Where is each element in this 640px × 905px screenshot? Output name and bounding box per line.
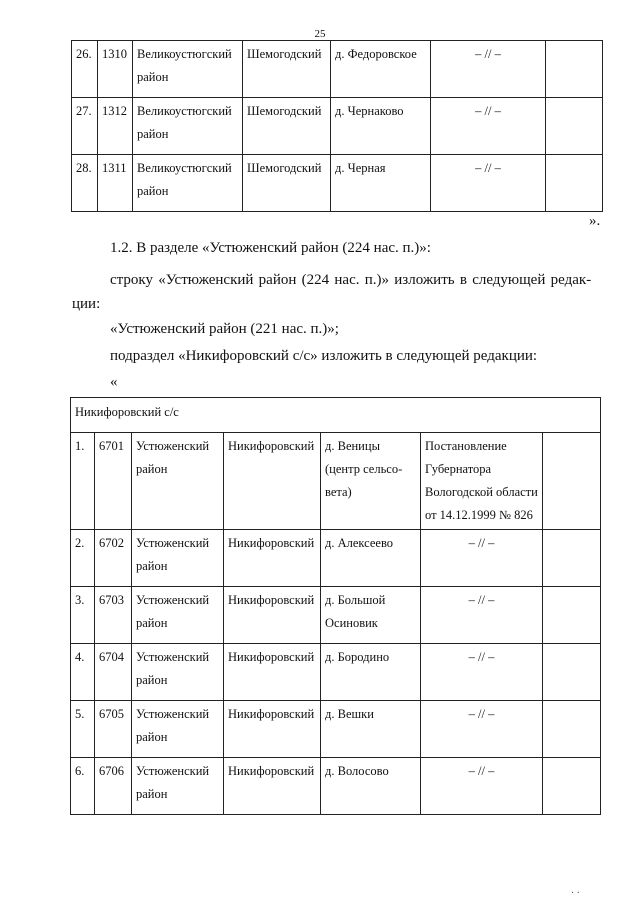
council-name: Шемогодский bbox=[243, 41, 331, 98]
row-number: 5. bbox=[71, 701, 95, 758]
table-row bbox=[71, 644, 601, 701]
settlement-name: д. Алексеево bbox=[321, 530, 421, 587]
empty-cell bbox=[543, 433, 601, 530]
table-row bbox=[71, 530, 601, 587]
empty-cell bbox=[543, 701, 601, 758]
district-name: Устюженский район bbox=[132, 701, 224, 758]
empty-cell bbox=[546, 155, 603, 212]
settlement-code: 6703 bbox=[95, 587, 132, 644]
row-number: 4. bbox=[71, 644, 95, 701]
basis-document: – // – bbox=[421, 701, 543, 758]
settlement-name: д. Большой Осиновик bbox=[321, 587, 421, 644]
paragraph-line-change-cont: ции: bbox=[72, 296, 101, 312]
settlement-name: д. Федоровское bbox=[331, 41, 431, 98]
council-name: Никифоровский bbox=[224, 587, 321, 644]
basis-document: – // – bbox=[421, 530, 543, 587]
district-name: Устюженский район bbox=[132, 530, 224, 587]
settlement-name: д. Черная bbox=[331, 155, 431, 212]
basis-document: – // – bbox=[431, 41, 546, 98]
basis-document: Постановление Губернатора Вологодской области от 14.12.1999 № 826 bbox=[421, 433, 543, 530]
settlement-code: 1311 bbox=[98, 155, 133, 212]
basis-document: – // – bbox=[421, 758, 543, 815]
district-name: Великоустюгский район bbox=[133, 41, 243, 98]
council-name: Никифоровский bbox=[224, 701, 321, 758]
basis-document: – // – bbox=[431, 155, 546, 212]
empty-cell bbox=[546, 41, 603, 98]
settlement-name: д. Веницы (центр сельсо-вета) bbox=[321, 433, 421, 530]
row-number: 28. bbox=[72, 155, 98, 212]
row-number: 2. bbox=[71, 530, 95, 587]
table-row bbox=[71, 701, 601, 758]
district-name: Устюженский район bbox=[132, 758, 224, 815]
empty-cell bbox=[543, 587, 601, 644]
empty-cell bbox=[543, 758, 601, 815]
settlement-name: д. Вешки bbox=[321, 701, 421, 758]
settlement-code: 6706 bbox=[95, 758, 132, 815]
paragraph-new-heading: «Устюженский район (221 нас. п.)»; bbox=[110, 321, 339, 337]
opening-quote: « bbox=[110, 374, 118, 390]
district-name: Устюженский район bbox=[132, 433, 224, 530]
page-number: 25 bbox=[314, 28, 326, 40]
district-name: Устюженский район bbox=[132, 644, 224, 701]
empty-cell bbox=[543, 530, 601, 587]
section-header-row bbox=[71, 398, 601, 433]
settlements-table-bottom bbox=[70, 397, 601, 815]
district-name: Великоустюгский район bbox=[133, 98, 243, 155]
settlements-table-top bbox=[71, 40, 603, 212]
council-name: Шемогодский bbox=[243, 98, 331, 155]
basis-document: – // – bbox=[421, 587, 543, 644]
paragraph-section-change: 1.2. В разделе «Устюженский район (224 нас. п.)»: bbox=[110, 240, 431, 256]
council-name: Никифоровский bbox=[224, 758, 321, 815]
empty-cell bbox=[546, 98, 603, 155]
table-row bbox=[71, 433, 601, 530]
council-name: Никифоровский bbox=[224, 433, 321, 530]
council-name: Шемогодский bbox=[243, 155, 331, 212]
row-number: 1. bbox=[71, 433, 95, 530]
table-row bbox=[72, 155, 603, 212]
settlement-code: 6701 bbox=[95, 433, 132, 530]
empty-cell bbox=[543, 644, 601, 701]
settlement-name: д. Волосово bbox=[321, 758, 421, 815]
paragraph-subsection-change: подраздел «Никифоровский с/с» изложить в следующей редакции: bbox=[110, 348, 538, 364]
basis-document: – // – bbox=[431, 98, 546, 155]
table-row bbox=[72, 98, 603, 155]
table-row bbox=[71, 587, 601, 644]
table-row bbox=[71, 758, 601, 815]
settlement-code: 6705 bbox=[95, 701, 132, 758]
settlement-code: 6704 bbox=[95, 644, 132, 701]
basis-document: – // – bbox=[421, 644, 543, 701]
row-number: 27. bbox=[72, 98, 98, 155]
table-row bbox=[72, 41, 603, 98]
paragraph-line-change: строку «Устюженский район (224 нас. п.)» изложить в следующей редак- bbox=[110, 272, 592, 288]
section-title: Никифоровский с/с bbox=[71, 398, 601, 433]
row-number: 3. bbox=[71, 587, 95, 644]
settlement-name: д. Чернаково bbox=[331, 98, 431, 155]
row-number: 6. bbox=[71, 758, 95, 815]
district-name: Устюженский район bbox=[132, 587, 224, 644]
council-name: Никифоровский bbox=[224, 644, 321, 701]
settlement-code: 1310 bbox=[98, 41, 133, 98]
scan-mark: · · bbox=[570, 888, 580, 899]
district-name: Великоустюгский район bbox=[133, 155, 243, 212]
closing-quote: ». bbox=[589, 213, 601, 229]
settlement-code: 1312 bbox=[98, 98, 133, 155]
council-name: Никифоровский bbox=[224, 530, 321, 587]
settlement-code: 6702 bbox=[95, 530, 132, 587]
settlement-name: д. Бородино bbox=[321, 644, 421, 701]
row-number: 26. bbox=[72, 41, 98, 98]
